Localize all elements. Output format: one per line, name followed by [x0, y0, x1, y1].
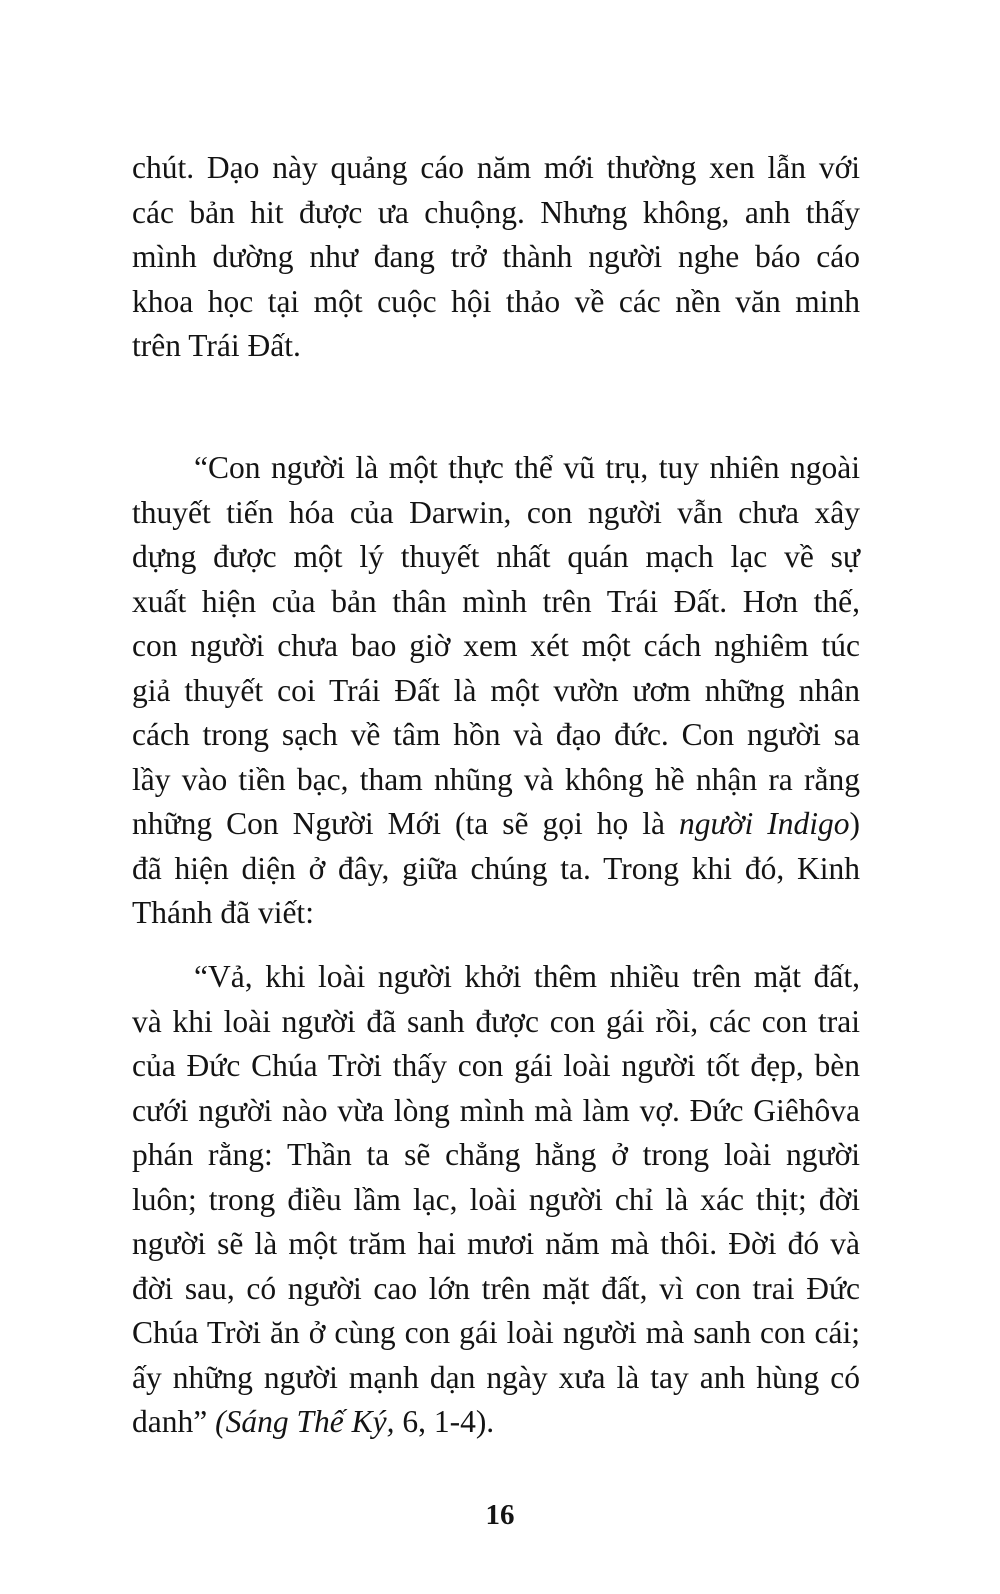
text-line: luôn; trong điều lầm lạc, loài người chỉ là xác thịt; đời	[132, 1181, 860, 1217]
text-line: giả thuyết coi Trái Đất là một vườn ươm những nhân	[132, 672, 860, 708]
italic-term: người Indigo	[678, 806, 850, 841]
text-segment: 6, 1-4).	[394, 1404, 495, 1439]
paragraph-3-quotation	[132, 955, 860, 1445]
text-line: Thánh đã viết:	[132, 895, 314, 930]
citation-title: (Sáng Thế Ký,	[215, 1404, 395, 1439]
paragraph-1	[132, 146, 860, 369]
text-line: của Đức Chúa Trời thấy con gái loài người tốt đẹp, bèn	[132, 1048, 860, 1083]
text-line: xuất hiện của bản thân mình trên Trái Đất. Hơn thế,	[132, 583, 860, 619]
text-line: đời sau, có người cao lớn trên mặt đất, vì con trai Đức	[132, 1270, 860, 1306]
text-segment: danh”	[132, 1404, 216, 1439]
text-segment: )	[849, 806, 860, 841]
text-line: và khi loài người đã sanh được con gái rồi, các con trai	[132, 1003, 860, 1039]
text-line: “Con người là một thực thể vũ trụ, tuy nhiên ngoài	[194, 450, 860, 485]
text-line: chút. Dạo này quảng cáo năm mới thường xen lẫn với	[132, 150, 860, 185]
text-line: “Vả, khi loài người khởi thêm nhiều trên mặt đất,	[194, 959, 860, 994]
text-line: lầy vào tiền bạc, tham nhũng và không hề nhận ra rằng	[132, 761, 860, 797]
text-line: đã hiện diện ở đây, giữa chúng ta. Trong khi đó, Kinh	[132, 850, 860, 886]
text-line: con người chưa bao giờ xem xét một cách nghiêm túc	[132, 628, 860, 663]
text-segment: những Con Người Mới (ta sẽ gọi họ là	[132, 806, 679, 841]
text-line: dựng được một lý thuyết nhất quán mạch lạc về sự	[132, 539, 860, 574]
text-line: cách trong sạch về tâm hồn và đạo đức. Con người sa	[132, 717, 860, 752]
page-number: 16	[485, 1499, 515, 1531]
text-line: ấy những người mạnh dạn ngày xưa là tay anh hùng có	[132, 1359, 860, 1395]
paragraph-2	[132, 446, 860, 936]
text-line: phán rằng: Thần ta sẽ chẳng hằng ở trong loài người	[132, 1137, 860, 1172]
citation-line	[132, 1400, 860, 1445]
text-line: mình dường như đang trở thành người nghe báo cáo	[132, 239, 860, 274]
text-line: cưới người nào vừa lòng mình mà làm vợ. Đức Giêhôva	[132, 1092, 860, 1128]
text-line: các bản hit được ưa chuộng. Nhưng không, anh thấy	[132, 194, 860, 230]
text-line	[132, 802, 860, 847]
text-line: Chúa Trời ăn ở cùng con gái loài người mà sanh con cái;	[132, 1315, 860, 1350]
text-line: người sẽ là một trăm hai mươi năm mà thôi. Đời đó và	[132, 1226, 860, 1261]
text-line: khoa học tại một cuộc hội thảo về các nền văn minh	[132, 283, 860, 319]
text-line: thuyết tiến hóa của Darwin, con người vẫn chưa xây	[132, 494, 860, 530]
text-line: trên Trái Đất.	[132, 328, 301, 363]
